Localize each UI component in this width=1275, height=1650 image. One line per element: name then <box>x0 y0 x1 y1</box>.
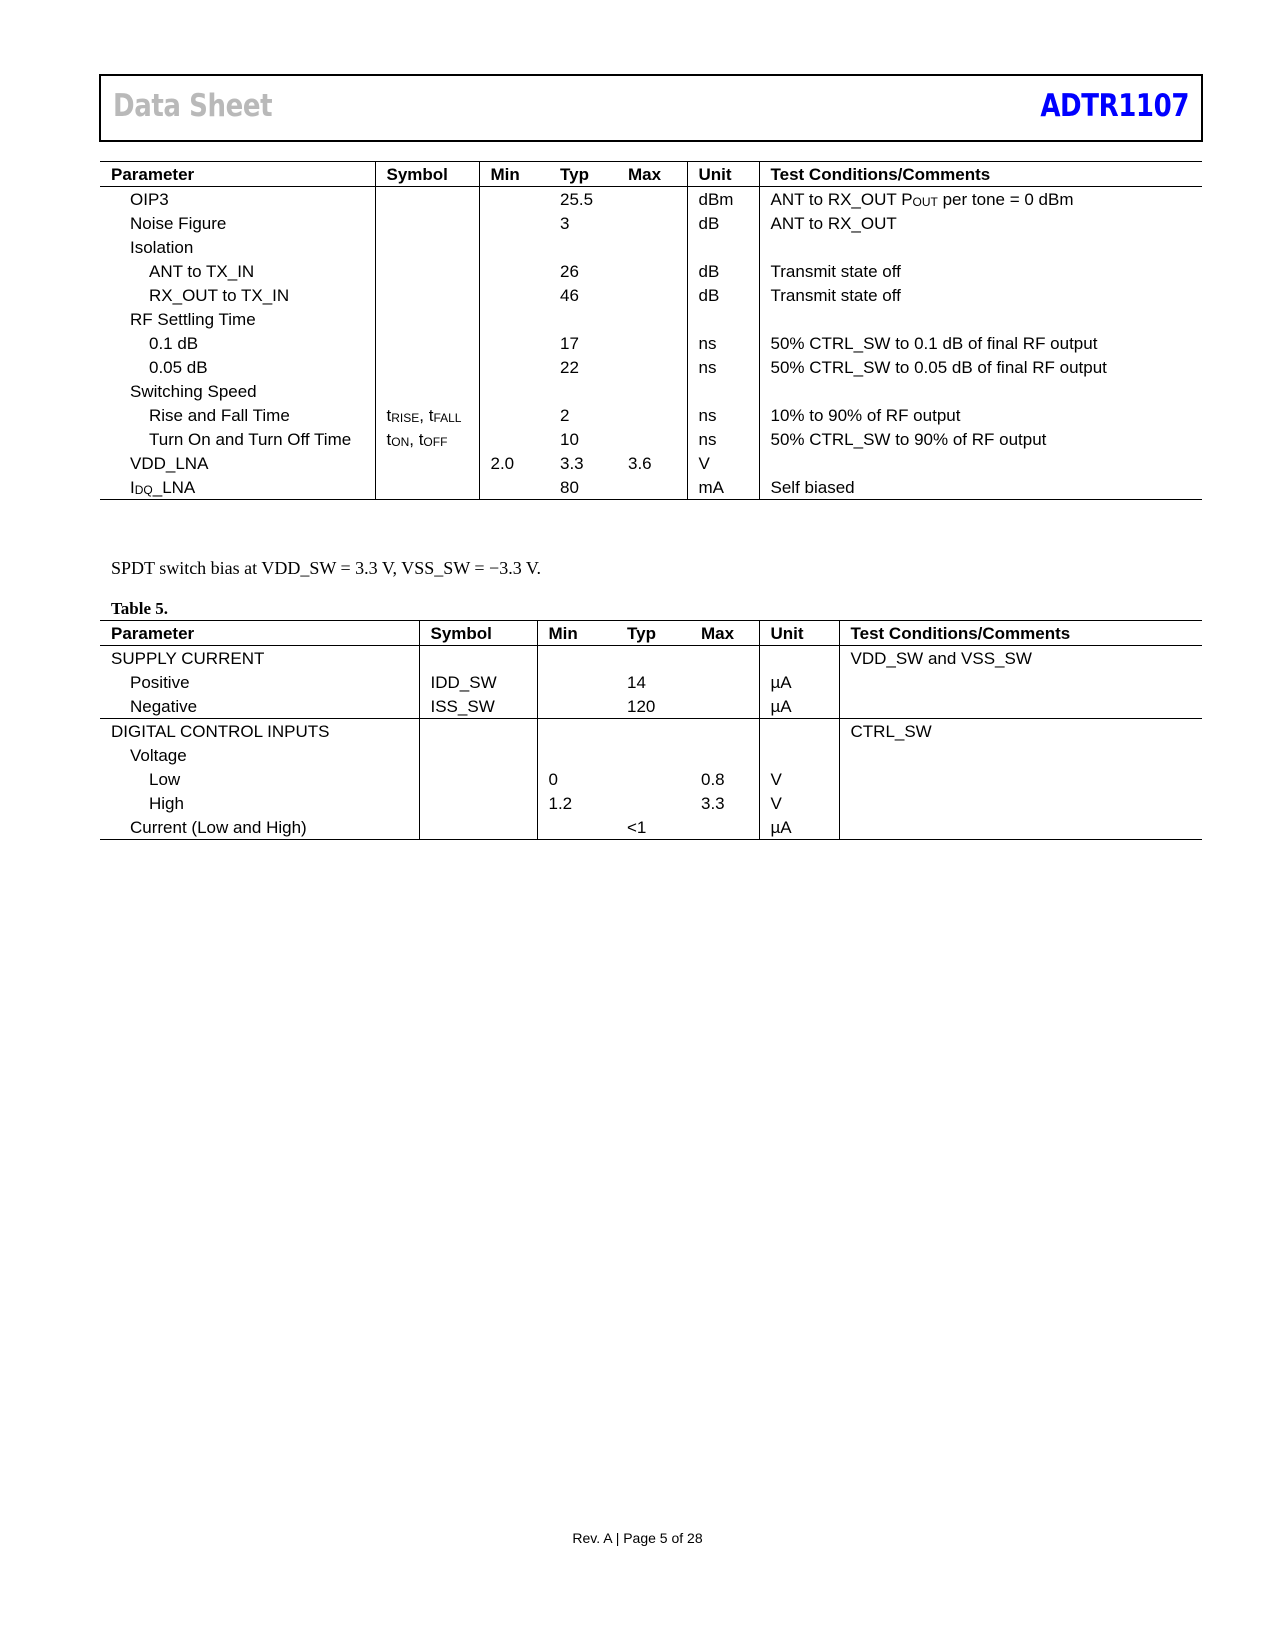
row-min: 1.2 <box>537 791 616 815</box>
row-typ: 80 <box>549 475 617 500</box>
row-param: Turn On and Turn Off Time <box>149 430 352 449</box>
row-param: 0.1 dB <box>149 334 199 353</box>
row-max: 3.3 <box>701 794 725 813</box>
row-param: ANT to TX_IN <box>149 262 255 281</box>
row-max <box>617 187 687 212</box>
row-typ: 120 <box>616 694 690 719</box>
row-unit <box>759 743 839 767</box>
row-conditions: Transmit state off <box>759 259 1202 283</box>
row-min <box>537 670 616 694</box>
row-typ: 2 <box>560 406 570 425</box>
row-unit: µA <box>759 694 839 719</box>
row-typ <box>616 646 690 671</box>
row-max <box>690 815 759 840</box>
col-header-symbol: Symbol <box>419 621 537 646</box>
row-typ <box>616 791 690 815</box>
row-max <box>617 283 687 307</box>
row-conditions <box>839 694 1202 719</box>
row-min <box>479 259 549 283</box>
row-symbol <box>419 815 537 840</box>
row-symbol <box>375 187 479 212</box>
row-param: Voltage <box>130 746 187 765</box>
col-header-min: Min <box>537 621 616 646</box>
row-param: Switching Speed <box>130 382 257 401</box>
row-min <box>479 403 549 427</box>
row-conditions: ANT to RX_OUT <box>759 211 1202 235</box>
row-symbol <box>375 259 479 283</box>
table-row <box>100 646 1202 671</box>
row-symbol: $t_{ON}$, $t_{OFF}$ <box>375 427 479 451</box>
row-unit: dB <box>687 259 759 283</box>
row-symbol <box>419 767 537 791</box>
col-header-min: Min <box>479 162 549 187</box>
row-min <box>537 719 616 744</box>
row-symbol <box>375 211 479 235</box>
row-conditions <box>839 767 1202 791</box>
row-unit: ns <box>687 331 759 355</box>
col-header-unit: Unit <box>687 162 759 187</box>
col-header-conditions: Test Conditions/Comments <box>839 621 1202 646</box>
row-typ <box>616 719 690 744</box>
row-typ <box>616 767 690 791</box>
row-symbol <box>375 451 479 475</box>
row-max <box>617 235 687 259</box>
row-conditions <box>839 815 1202 840</box>
spec-table-5 <box>100 620 1202 840</box>
row-symbol <box>419 743 537 767</box>
row-conditions: 50% CTRL_SW to 90% of RF output <box>759 427 1202 451</box>
part-number: ADTR1107 <box>1040 88 1189 124</box>
row-symbol <box>419 719 537 744</box>
col-header-typ: Typ <box>616 621 690 646</box>
row-typ: 14 <box>627 673 646 692</box>
row-max <box>617 355 687 379</box>
table-row <box>100 427 1202 451</box>
row-conditions: ANT to RX_OUT $P_{OUT}$ per tone = 0 dBm <box>759 187 1202 212</box>
row-min <box>479 331 549 355</box>
row-symbol: $t_{RISE}$, $t_{FALL}$ <box>375 403 479 427</box>
row-min <box>479 475 549 500</box>
table-row <box>100 355 1202 379</box>
table-row <box>100 451 1202 475</box>
row-max: 3.6 <box>628 454 652 473</box>
row-conditions: 50% CTRL_SW to 0.1 dB of final RF output <box>759 331 1202 355</box>
row-symbol <box>375 475 479 500</box>
row-conditions: VDD_SW and VSS_SW <box>839 646 1202 671</box>
row-min <box>479 283 549 307</box>
row-unit <box>687 235 759 259</box>
row-conditions <box>839 791 1202 815</box>
row-unit <box>759 719 839 744</box>
spec-table-continued <box>100 161 1202 500</box>
row-max <box>690 719 759 744</box>
row-param: SUPPLY CURRENT <box>111 649 265 668</box>
col-header-conditions: Test Conditions/Comments <box>759 162 1202 187</box>
row-symbol: IDD_SW <box>419 670 537 694</box>
row-conditions: 50% CTRL_SW to 0.05 dB of final RF output <box>759 355 1202 379</box>
row-symbol: ISS_SW <box>419 694 537 719</box>
row-typ <box>549 379 617 403</box>
row-max: 0.8 <box>701 770 725 789</box>
doc-type-label: Data Sheet <box>113 88 273 124</box>
table-row <box>100 670 1202 694</box>
table-header-row <box>100 162 1202 187</box>
row-max <box>690 646 759 671</box>
row-min <box>537 646 616 671</box>
page-header <box>99 74 1203 142</box>
row-max <box>617 475 687 500</box>
row-min <box>537 694 616 719</box>
row-unit: µA <box>759 670 839 694</box>
row-conditions: Self biased <box>759 475 1202 500</box>
row-param: High <box>149 794 184 813</box>
row-min <box>479 307 549 331</box>
row-param: VDD_LNA <box>130 454 209 473</box>
row-min <box>479 187 549 212</box>
row-param: DIGITAL CONTROL INPUTS <box>111 722 330 741</box>
row-conditions <box>759 451 1202 475</box>
row-param: Current (Low and High) <box>100 815 419 840</box>
row-conditions: 10% to 90% of RF output <box>759 403 1202 427</box>
row-unit: ns <box>687 403 759 427</box>
row-conditions: CTRL_SW <box>839 719 1202 744</box>
row-unit: µA <box>759 815 839 840</box>
row-symbol <box>375 235 479 259</box>
row-param: $I_{DQ}\_LNA$ <box>100 475 375 500</box>
table-row <box>100 283 1202 307</box>
table-row <box>100 791 1202 815</box>
row-max <box>690 670 759 694</box>
row-unit: dB <box>687 211 759 235</box>
row-symbol <box>419 646 537 671</box>
switch-bias-note: SPDT switch bias at VDD_SW = 3.3 V, VSS_SW = −3.3 V. <box>111 558 542 578</box>
table-row <box>100 767 1202 791</box>
row-min <box>537 743 616 767</box>
row-max <box>617 259 687 283</box>
row-unit: ns <box>687 427 759 451</box>
table-row <box>100 235 1202 259</box>
col-header-parameter: Parameter <box>100 162 375 187</box>
row-param: Rise and Fall Time <box>149 406 290 425</box>
row-typ: 3 <box>560 214 570 233</box>
row-max <box>617 331 687 355</box>
row-conditions <box>839 743 1202 767</box>
table-row <box>100 259 1202 283</box>
row-symbol <box>375 307 479 331</box>
table-row <box>100 403 1202 427</box>
row-typ: 46 <box>560 286 579 305</box>
row-min: 0 <box>537 767 616 791</box>
col-header-max: Max <box>617 162 687 187</box>
row-param: Noise Figure <box>130 214 227 233</box>
row-max <box>690 743 759 767</box>
table-row <box>100 475 1202 500</box>
col-header-symbol: Symbol <box>375 162 479 187</box>
row-typ <box>549 235 617 259</box>
row-unit <box>759 646 839 671</box>
table-row <box>100 331 1202 355</box>
row-max <box>617 427 687 451</box>
row-typ: 3.3 <box>560 454 584 473</box>
row-typ: 22 <box>560 358 579 377</box>
row-symbol <box>375 331 479 355</box>
row-conditions: Transmit state off <box>759 283 1202 307</box>
row-unit: dB <box>687 283 759 307</box>
row-min <box>479 355 549 379</box>
row-param: Positive <box>130 673 190 692</box>
row-unit: mA <box>687 475 759 500</box>
col-header-parameter: Parameter <box>100 621 419 646</box>
table-row <box>100 719 1202 744</box>
row-conditions <box>759 379 1202 403</box>
row-typ: 10 <box>560 430 579 449</box>
col-header-typ: Typ <box>549 162 617 187</box>
row-min <box>479 235 549 259</box>
row-max <box>617 211 687 235</box>
row-min <box>479 379 549 403</box>
row-max <box>617 403 687 427</box>
row-param: RX_OUT to TX_IN <box>149 286 290 305</box>
row-conditions <box>839 670 1202 694</box>
row-symbol <box>375 355 479 379</box>
row-symbol <box>375 283 479 307</box>
row-unit <box>687 379 759 403</box>
row-typ: <1 <box>616 815 690 840</box>
row-conditions <box>759 307 1202 331</box>
row-unit: dBm <box>687 187 759 212</box>
table-row <box>100 694 1202 719</box>
row-unit: ns <box>687 355 759 379</box>
row-typ: 26 <box>560 262 579 281</box>
table-row <box>100 815 1202 840</box>
row-unit: V <box>687 451 759 475</box>
row-param: Negative <box>100 694 419 719</box>
row-symbol <box>419 791 537 815</box>
page-footer: Rev. A | Page 5 of 28 <box>572 1530 703 1546</box>
row-param: OIP3 <box>130 190 169 209</box>
row-param: 0.05 dB <box>149 358 208 377</box>
table-header-row <box>100 621 1202 646</box>
table-caption: Table 5. <box>111 599 169 618</box>
col-header-max: Max <box>690 621 759 646</box>
col-header-unit: Unit <box>759 621 839 646</box>
row-unit: V <box>759 767 839 791</box>
table-row <box>100 743 1202 767</box>
table-row <box>100 307 1202 331</box>
row-min <box>537 815 616 840</box>
row-param: RF Settling Time <box>130 310 256 329</box>
row-min <box>479 427 549 451</box>
row-typ <box>549 307 617 331</box>
row-max <box>690 694 759 719</box>
row-unit <box>687 307 759 331</box>
row-min: 2.0 <box>479 451 549 475</box>
row-unit: V <box>759 791 839 815</box>
row-typ: 25.5 <box>560 190 594 209</box>
row-typ: 17 <box>560 334 579 353</box>
row-param: Isolation <box>130 238 194 257</box>
table-row <box>100 187 1202 212</box>
row-param: Low <box>149 770 181 789</box>
row-max <box>617 307 687 331</box>
table-row <box>100 211 1202 235</box>
row-symbol <box>375 379 479 403</box>
row-conditions <box>759 235 1202 259</box>
row-typ <box>616 743 690 767</box>
row-min <box>479 211 549 235</box>
row-max <box>617 379 687 403</box>
table-row <box>100 379 1202 403</box>
